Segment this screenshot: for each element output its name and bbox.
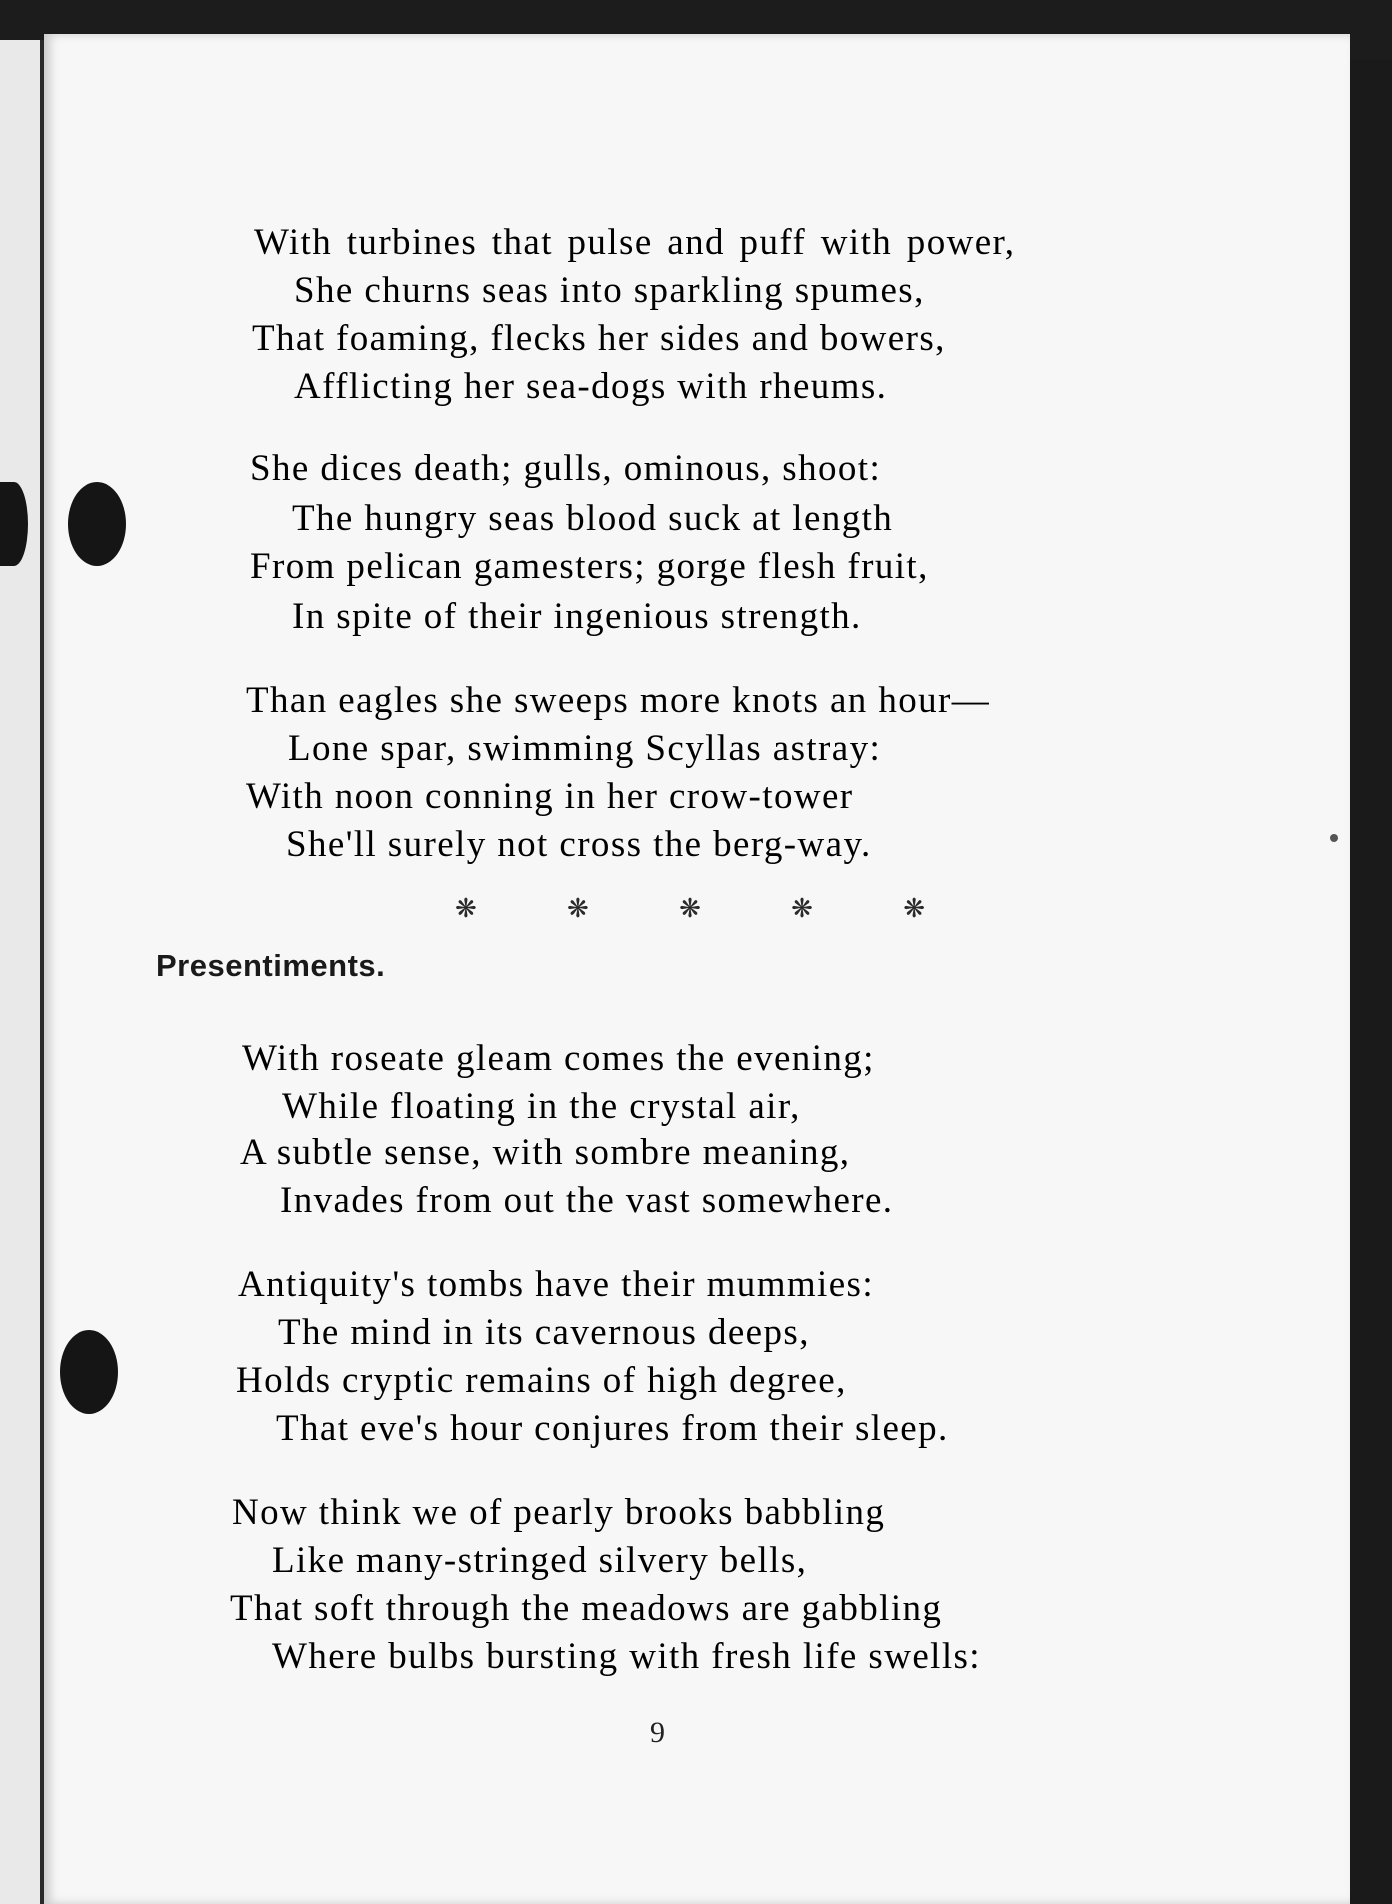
facing-page-edge xyxy=(0,40,40,1904)
verse-line: That eve's hour conjures from their sleep. xyxy=(276,1408,949,1449)
page-number: 9 xyxy=(650,1716,665,1749)
verse-line: Lone spar, swimming Scyllas astray: xyxy=(288,728,882,769)
verse-line: She'll surely not cross the berg-way. xyxy=(286,824,872,865)
verse-line: While floating in the crystal air, xyxy=(282,1086,801,1127)
verse-line: Invades from out the vast somewhere. xyxy=(280,1180,894,1221)
verse-line: Holds cryptic remains of high degree, xyxy=(236,1360,847,1401)
poem-title: Presentiments. xyxy=(156,948,386,983)
asterism-star: ❋ xyxy=(791,894,813,923)
verse-line: From pelican gamesters; gorge flesh fruit, xyxy=(250,546,929,587)
verse-line: That soft through the meadows are gabbling xyxy=(230,1588,943,1629)
verse-line: With roseate gleam comes the evening; xyxy=(242,1038,875,1079)
verse-line: Now think we of pearly brooks babbling xyxy=(232,1492,886,1533)
punch-hole-upper xyxy=(68,482,126,566)
verse-line: Afflicting her sea-dogs with rheums. xyxy=(294,366,888,407)
verse-line: She churns seas into sparkling spumes, xyxy=(294,270,925,311)
section-separator xyxy=(455,894,925,924)
verse-line: A subtle sense, with sombre meaning, xyxy=(240,1132,851,1173)
verse-line: Antiquity's tombs have their mummies: xyxy=(238,1264,875,1305)
verse-line: She dices death; gulls, ominous, shoot: xyxy=(250,448,882,489)
verse-line: In spite of their ingenious strength. xyxy=(292,596,862,637)
page-gutter xyxy=(40,40,44,1904)
verse-line: The hungry seas blood suck at length xyxy=(292,498,894,539)
verse-line: Than eagles she sweeps more knots an hour— xyxy=(246,680,991,721)
punch-hole-lower xyxy=(60,1330,118,1414)
punch-hole-left-edge xyxy=(0,482,28,566)
verse-line: Like many-stringed silvery bells, xyxy=(272,1540,808,1581)
asterism-star: ❋ xyxy=(679,894,701,923)
asterism-star: ❋ xyxy=(567,894,589,923)
page-speck xyxy=(1330,834,1338,842)
asterism-star: ❋ xyxy=(455,894,477,923)
asterism-star: ❋ xyxy=(903,894,925,923)
verse-line: The mind in its cavernous deeps, xyxy=(278,1312,810,1353)
verse-line: Where bulbs bursting with fresh life swells: xyxy=(272,1636,981,1677)
verse-line: With noon conning in her crow-tower xyxy=(246,776,854,817)
verse-line: With turbines that pulse and puff with power, xyxy=(254,222,1016,263)
verse-line: That foaming, flecks her sides and bowers, xyxy=(252,318,946,359)
